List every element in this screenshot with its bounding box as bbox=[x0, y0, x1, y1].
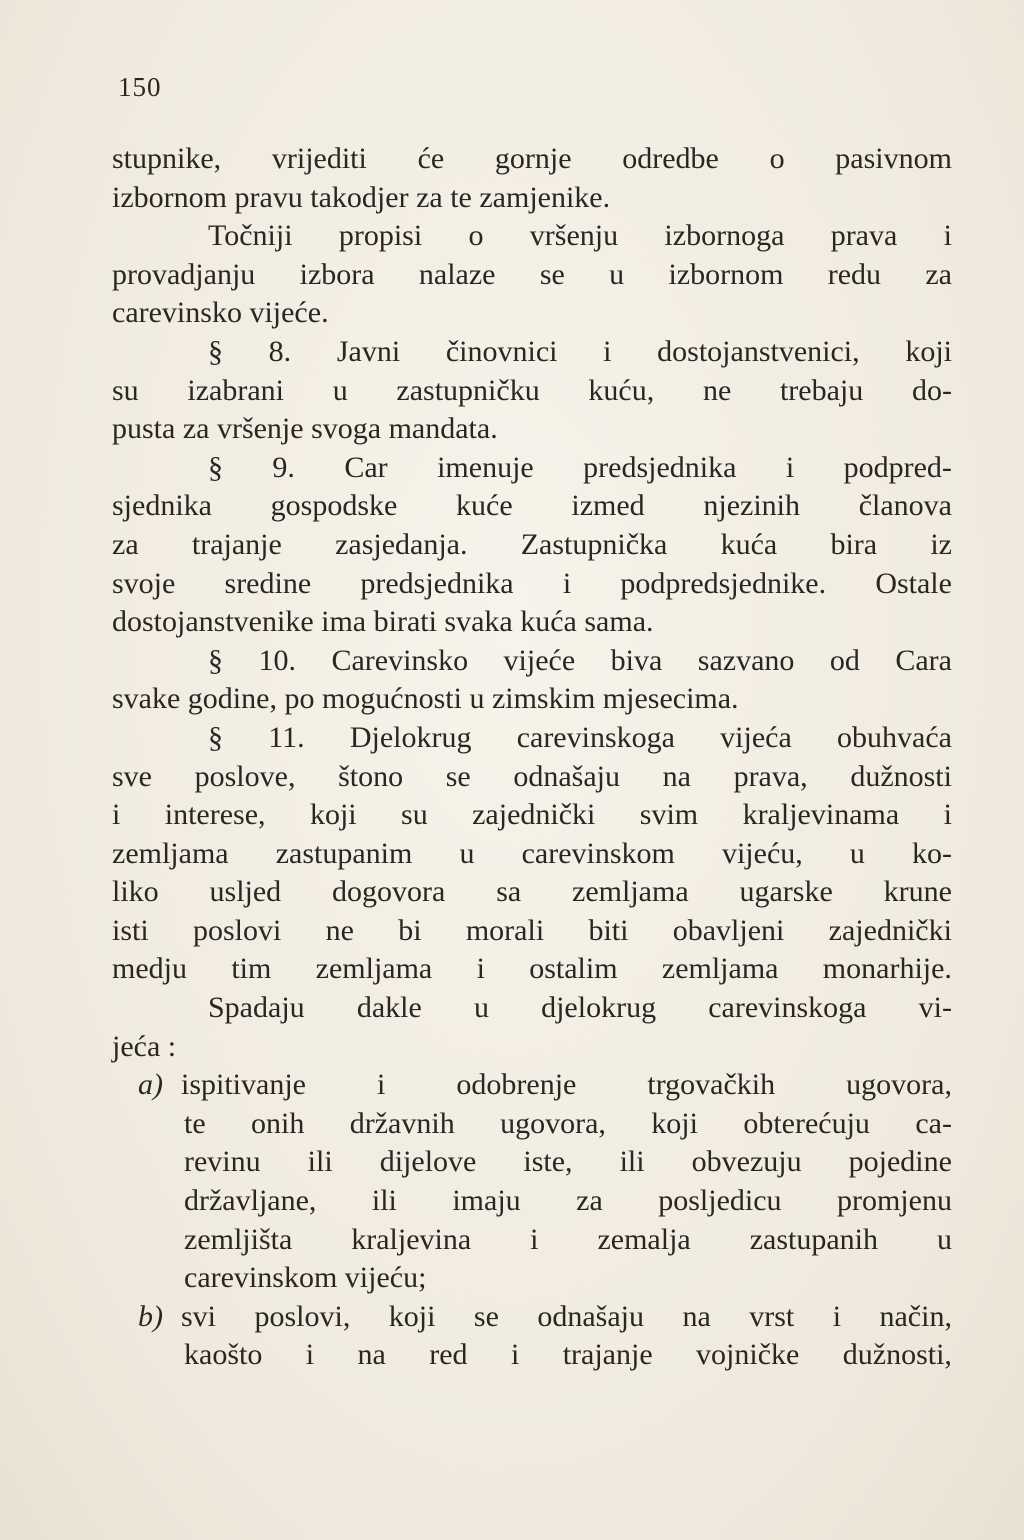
text-line: carevinsko vijeće. bbox=[112, 296, 329, 330]
list-item-text: svi poslovi, koji se odnašaju na vrst i način, bbox=[181, 1299, 952, 1333]
text-line: sjednika gospodske kuće izmed njezinih članova bbox=[112, 489, 952, 523]
text-line: carevinskom vijeću; bbox=[184, 1261, 427, 1295]
text-line: Spadaju dakle u djelokrug carevinskoga vi- bbox=[208, 991, 952, 1025]
body-text bbox=[112, 140, 952, 1375]
text-line: zemljišta kraljevina i zemalja zastupanih u bbox=[184, 1222, 952, 1256]
text-line: provadjanju izbora nalaze se u izbornom redu za bbox=[112, 257, 952, 291]
text-line: § 11. Djelokrug carevinskoga vijeća obuhvaća bbox=[208, 720, 952, 754]
text-line: i interese, koji su zajednički svim kraljevinama i bbox=[112, 798, 952, 832]
text-line: revinu ili dijelove iste, ili obvezuju pojedine bbox=[184, 1145, 952, 1179]
text-line: § 10. Carevinsko vijeće biva sazvano od Cara bbox=[208, 643, 952, 677]
text-line: medju tim zemljama i ostalim zemljama monarhije. bbox=[112, 952, 952, 986]
text-line: liko usljed dogovora sa zemljama ugarske krune bbox=[112, 875, 952, 909]
text-line: isti poslovi ne bi morali biti obavljeni zajednički bbox=[112, 913, 952, 947]
list-item-label: b) bbox=[138, 1299, 163, 1333]
text-line: sve poslove, štono se odnašaju na prava, dužnosti bbox=[112, 759, 952, 793]
text-line: svake godine, po mogućnosti u zimskim mjesecima. bbox=[112, 682, 739, 716]
text-line: državljane, ili imaju za posljedicu promjenu bbox=[184, 1184, 952, 1218]
text-line: stupnike, vrijediti će gornje odredbe o pasivnom bbox=[112, 142, 952, 175]
text-line: jeća : bbox=[112, 1029, 177, 1063]
text-line: su izabrani u zastupničku kuću, ne trebaju do- bbox=[112, 373, 952, 407]
text-line: § 9. Car imenuje predsjednika i podpred- bbox=[208, 450, 952, 484]
text-line: Točniji propisi o vršenju izbornoga prava i bbox=[208, 219, 952, 253]
text-line: kaošto i na red i trajanje vojničke dužnosti, bbox=[184, 1338, 952, 1372]
text-line bbox=[112, 1066, 952, 1105]
text-line: zemljama zastupanim u carevinskom vijeću, u ko- bbox=[112, 836, 952, 870]
text-line: za trajanje zasjedanja. Zastupnička kuća bira iz bbox=[112, 527, 952, 561]
page-number: 150 bbox=[118, 72, 162, 102]
text-line: svoje sredine predsjednika i podpredsjednike. Ostale bbox=[112, 566, 952, 600]
text-line: te onih državnih ugovora, koji obterećuju ca- bbox=[184, 1106, 952, 1140]
list-item-label: a) bbox=[138, 1068, 163, 1102]
text-line bbox=[112, 1298, 952, 1337]
list-item-text: ispitivanje i odobrenje trgovačkih ugovora, bbox=[181, 1068, 952, 1102]
text-line: dostojanstvenike ima birati svaka kuća sama. bbox=[112, 605, 654, 639]
text-line: § 8. Javni činovnici i dostojanstvenici, koji bbox=[208, 334, 952, 368]
text-line: izbornom pravu takodjer za te zamjenike. bbox=[112, 180, 611, 214]
text-line: pusta za vršenje svoga mandata. bbox=[112, 412, 498, 446]
